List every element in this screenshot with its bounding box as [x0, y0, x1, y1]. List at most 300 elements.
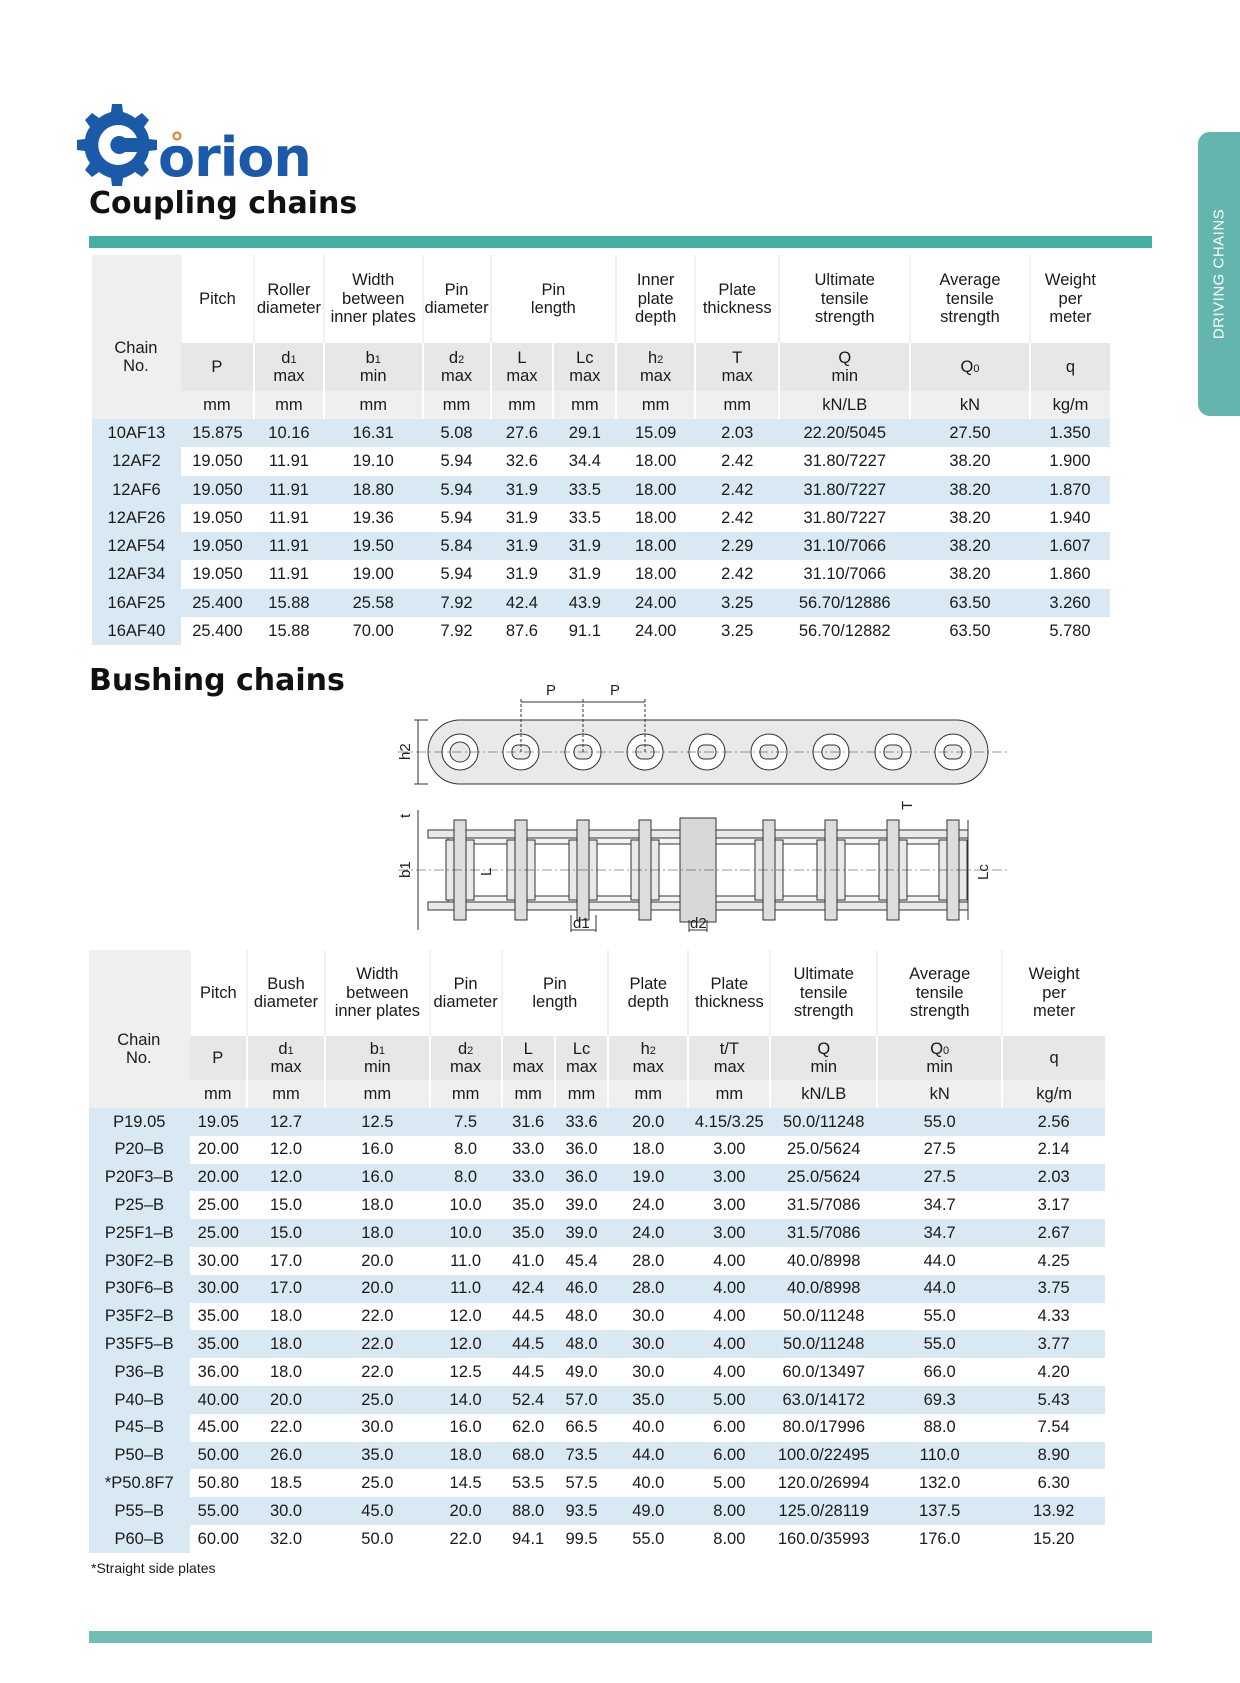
table-cell: 31.9 [553, 560, 616, 588]
table-row [89, 1358, 1105, 1386]
table-cell: 4.25 [1002, 1247, 1105, 1275]
Lc-label: Lc [975, 864, 992, 880]
unit-cell: mm [608, 1080, 688, 1108]
table-cell: 43.9 [553, 589, 616, 617]
chain-no-cell: P35F2–B [89, 1303, 190, 1331]
table-cell: 17.0 [247, 1275, 325, 1303]
table-cell: 12.5 [430, 1358, 502, 1386]
table-cell: 66.5 [555, 1414, 608, 1442]
table-cell: 35.00 [190, 1330, 247, 1358]
table-cell: 8.90 [1002, 1442, 1105, 1470]
table-cell: 27.5 [877, 1136, 1002, 1164]
table-cell: 18.0 [325, 1191, 430, 1219]
table-cell: 19.0 [608, 1164, 688, 1192]
table-cell: 55.0 [877, 1108, 1002, 1136]
symbol-cell: P [181, 343, 254, 391]
table-cell: 28.0 [608, 1275, 688, 1303]
symbol-cell: L max [491, 343, 554, 391]
table-cell: 22.0 [325, 1330, 430, 1358]
table-cell: 68.0 [502, 1442, 555, 1470]
table-row [89, 1497, 1105, 1525]
table-cell: 73.5 [555, 1442, 608, 1470]
table-cell: 15.88 [254, 617, 324, 645]
symbol-cell: d2 max [423, 343, 491, 391]
gear-logo-icon [77, 104, 157, 186]
unit-cell: mm [325, 1080, 430, 1108]
column-header: Ultimate tensile strength [770, 950, 877, 1036]
table-cell: 20.0 [430, 1497, 502, 1525]
table-cell: 5.08 [423, 419, 491, 447]
table-cell: 18.00 [616, 504, 695, 532]
table-cell: 31.5/7086 [770, 1219, 877, 1247]
table-row [92, 419, 1110, 447]
table-cell: 31.9 [491, 560, 554, 588]
table-cell: 4.00 [688, 1358, 770, 1386]
table-cell: 28.0 [608, 1247, 688, 1275]
chain-no-cell: 12AF34 [92, 560, 181, 588]
table-cell: 91.1 [553, 617, 616, 645]
symbol-row [92, 343, 1110, 391]
table-cell: 18.0 [247, 1330, 325, 1358]
table-cell: 18.0 [608, 1136, 688, 1164]
table-cell: 31.9 [491, 532, 554, 560]
table-cell: 2.42 [695, 476, 779, 504]
table-cell: 5.94 [423, 504, 491, 532]
chain-no-cell: 10AF13 [92, 419, 181, 447]
symbol-cell: b1 min [324, 343, 423, 391]
table-cell: 18.5 [247, 1469, 325, 1497]
table-cell: 3.00 [688, 1136, 770, 1164]
column-header: Pin diameter [423, 255, 491, 343]
table-cell: 10.0 [430, 1191, 502, 1219]
table-cell: 132.0 [877, 1469, 1002, 1497]
table-cell: 2.67 [1002, 1219, 1105, 1247]
column-header: Plate thickness [688, 950, 770, 1036]
top-divider [89, 236, 1152, 248]
table-cell: 25.58 [324, 589, 423, 617]
table-cell: 25.00 [190, 1191, 247, 1219]
table-cell: 12.7 [247, 1108, 325, 1136]
L-label: L [478, 867, 495, 876]
table-row [89, 1164, 1105, 1192]
table-cell: 12.5 [325, 1108, 430, 1136]
table-cell: 18.00 [616, 560, 695, 588]
table-cell: 7.54 [1002, 1414, 1105, 1442]
footnote: *Straight side plates [91, 1560, 216, 1576]
table-cell: 6.30 [1002, 1469, 1105, 1497]
table-cell: 137.5 [877, 1497, 1002, 1525]
table-cell: 55.0 [877, 1330, 1002, 1358]
table-cell: 99.5 [555, 1525, 608, 1553]
table-cell: 44.5 [502, 1358, 555, 1386]
unit-cell: mm [190, 1080, 247, 1108]
table-cell: 125.0/28119 [770, 1497, 877, 1525]
table-cell: 63.0/14172 [770, 1386, 877, 1414]
table-cell: 1.870 [1030, 476, 1110, 504]
table-cell: 11.91 [254, 504, 324, 532]
table-cell: 15.88 [254, 589, 324, 617]
table-cell: 15.875 [181, 419, 254, 447]
symbol-cell: Lc max [553, 343, 616, 391]
table-cell: 15.09 [616, 419, 695, 447]
pitch-label-2: P [610, 682, 621, 699]
table-cell: 20.00 [190, 1136, 247, 1164]
table-cell: 25.0/5624 [770, 1164, 877, 1192]
table-cell: 25.0 [325, 1386, 430, 1414]
table-cell: 35.00 [190, 1303, 247, 1331]
table-cell: 56.70/12886 [779, 589, 910, 617]
chain-no-cell: P45–B [89, 1414, 190, 1442]
table-cell: 50.0/11248 [770, 1108, 877, 1136]
table-cell: 30.0 [608, 1358, 688, 1386]
table-cell: 38.20 [910, 476, 1030, 504]
table-cell: 22.0 [247, 1414, 325, 1442]
table-cell: 55.0 [877, 1303, 1002, 1331]
table-cell: 19.050 [181, 532, 254, 560]
column-header: Average tensile strength [910, 255, 1030, 343]
chain-no-header: Chain No. [92, 255, 181, 419]
bushing-title: Bushing chains [89, 663, 345, 698]
symbol-cell: Q0 min [877, 1036, 1002, 1080]
table-cell: 24.0 [608, 1191, 688, 1219]
table-cell: 11.91 [254, 447, 324, 475]
unit-cell: mm [688, 1080, 770, 1108]
table-cell: 38.20 [910, 532, 1030, 560]
table-row [92, 447, 1110, 475]
table-cell: 24.00 [616, 617, 695, 645]
unit-cell: mm [247, 1080, 325, 1108]
table-row [89, 1219, 1105, 1247]
table-cell: 4.00 [688, 1330, 770, 1358]
table-cell: 42.4 [491, 589, 554, 617]
chain-no-cell: P20–B [89, 1136, 190, 1164]
unit-cell: mm [423, 391, 491, 419]
table-cell: 7.92 [423, 589, 491, 617]
chain-no-cell: *P50.8F7 [89, 1469, 190, 1497]
table-cell: 2.14 [1002, 1136, 1105, 1164]
chain-no-cell: P40–B [89, 1386, 190, 1414]
table-cell: 18.0 [430, 1442, 502, 1470]
table-cell: 3.00 [688, 1219, 770, 1247]
table-cell: 36.0 [555, 1136, 608, 1164]
unit-cell: mm [555, 1080, 608, 1108]
table-cell: 10.16 [254, 419, 324, 447]
unit-cell: mm [181, 391, 254, 419]
table-cell: 18.00 [616, 447, 695, 475]
table-cell: 22.20/5045 [779, 419, 910, 447]
symbol-cell: q [1002, 1036, 1105, 1080]
table-cell: 80.0/17996 [770, 1414, 877, 1442]
table-cell: 19.050 [181, 504, 254, 532]
table-cell: 18.00 [616, 532, 695, 560]
table-cell: 19.050 [181, 476, 254, 504]
bottom-divider [89, 1631, 1152, 1643]
table-cell: 45.00 [190, 1414, 247, 1442]
table-cell: 25.400 [181, 589, 254, 617]
chain-no-cell: P20F3–B [89, 1164, 190, 1192]
table-cell: 46.0 [555, 1275, 608, 1303]
chain-no-cell: 12AF54 [92, 532, 181, 560]
table-cell: 2.56 [1002, 1108, 1105, 1136]
table-cell: 31.10/7066 [779, 560, 910, 588]
table-cell: 2.03 [695, 419, 779, 447]
table-cell: 22.0 [325, 1303, 430, 1331]
table-cell: 2.42 [695, 504, 779, 532]
chain-no-cell: P60–B [89, 1525, 190, 1553]
table-cell: 3.75 [1002, 1275, 1105, 1303]
table-cell: 44.0 [877, 1247, 1002, 1275]
table-cell: 30.00 [190, 1247, 247, 1275]
b1-label: b1 [397, 861, 414, 878]
chain-no-cell: P19.05 [89, 1108, 190, 1136]
header-row [92, 255, 1110, 343]
table-cell: 31.9 [491, 476, 554, 504]
table-cell: 25.400 [181, 617, 254, 645]
column-header: Weight per meter [1002, 950, 1105, 1036]
table-cell: 19.050 [181, 447, 254, 475]
table-cell: 50.0 [325, 1525, 430, 1553]
unit-cell: mm [430, 1080, 502, 1108]
table-cell: 49.0 [555, 1358, 608, 1386]
table-cell: 4.20 [1002, 1358, 1105, 1386]
symbol-row [89, 1036, 1105, 1080]
unit-row [89, 1080, 1105, 1108]
chain-no-cell: 12AF6 [92, 476, 181, 504]
table-cell: 60.00 [190, 1525, 247, 1553]
table-cell: 13.92 [1002, 1497, 1105, 1525]
h2-label: h2 [397, 743, 414, 760]
table-cell: 39.0 [555, 1219, 608, 1247]
table-cell: 94.1 [502, 1525, 555, 1553]
table-cell: 35.0 [502, 1219, 555, 1247]
table-cell: 19.50 [324, 532, 423, 560]
table-cell: 33.5 [553, 504, 616, 532]
column-header: Pitch [190, 950, 247, 1036]
table-cell: 42.4 [502, 1275, 555, 1303]
table-cell: 69.3 [877, 1386, 1002, 1414]
table-cell: 5.94 [423, 447, 491, 475]
table-cell: 50.80 [190, 1469, 247, 1497]
table-cell: 50.0/11248 [770, 1303, 877, 1331]
table-cell: 36.0 [555, 1164, 608, 1192]
symbol-cell: b1 min [325, 1036, 430, 1080]
table-cell: 26.0 [247, 1442, 325, 1470]
side-tab[interactable] [1198, 132, 1240, 416]
unit-cell: mm [553, 391, 616, 419]
table-row [89, 1442, 1105, 1470]
table-cell: 33.0 [502, 1136, 555, 1164]
table-cell: 36.00 [190, 1358, 247, 1386]
table-cell: 31.10/7066 [779, 532, 910, 560]
unit-cell: mm [491, 391, 554, 419]
table-cell: 63.50 [910, 589, 1030, 617]
column-header: Roller diameter [254, 255, 324, 343]
table-cell: 16.0 [325, 1136, 430, 1164]
unit-cell: mm [616, 391, 695, 419]
coupling-title: Coupling chains [89, 186, 358, 221]
table-cell: 52.4 [502, 1386, 555, 1414]
table-cell: 3.25 [695, 589, 779, 617]
symbol-cell: Q min [770, 1036, 877, 1080]
side-tab-label: DRIVING CHAINS [1210, 208, 1228, 340]
table-cell: 2.42 [695, 560, 779, 588]
table-cell: 22.0 [325, 1358, 430, 1386]
table-cell: 5.94 [423, 476, 491, 504]
table-cell: 44.0 [608, 1442, 688, 1470]
table-cell: 33.0 [502, 1164, 555, 1192]
d2-label: d2 [690, 915, 707, 932]
table-cell: 19.050 [181, 560, 254, 588]
column-header: Bush diameter [247, 950, 325, 1036]
table-cell: 16.0 [430, 1414, 502, 1442]
table-cell: 33.6 [555, 1108, 608, 1136]
symbol-cell: Q min [779, 343, 910, 391]
unit-cell: kN/LB [770, 1080, 877, 1108]
table-cell: 6.00 [688, 1442, 770, 1470]
chain-no-cell: 16AF40 [92, 617, 181, 645]
table-cell: 110.0 [877, 1442, 1002, 1470]
table-cell: 19.00 [324, 560, 423, 588]
table-cell: 62.0 [502, 1414, 555, 1442]
table-cell: 34.7 [877, 1219, 1002, 1247]
table-cell: 15.0 [247, 1191, 325, 1219]
table-cell: 40.00 [190, 1386, 247, 1414]
table-cell: 16.31 [324, 419, 423, 447]
table-cell: 29.1 [553, 419, 616, 447]
table-cell: 63.50 [910, 617, 1030, 645]
unit-row [92, 391, 1110, 419]
table-cell: 120.0/26994 [770, 1469, 877, 1497]
symbol-cell: d1 max [254, 343, 324, 391]
column-header: Pin length [502, 950, 609, 1036]
table-cell: 40.0/8998 [770, 1247, 877, 1275]
table-cell: 3.260 [1030, 589, 1110, 617]
table-row [92, 560, 1110, 588]
table-cell: 18.0 [325, 1219, 430, 1247]
chain-no-cell: P50–B [89, 1442, 190, 1470]
unit-cell: mm [695, 391, 779, 419]
table-cell: 87.6 [491, 617, 554, 645]
unit-cell: kg/m [1002, 1080, 1105, 1108]
table-cell: 12.0 [247, 1164, 325, 1192]
unit-cell: mm [502, 1080, 555, 1108]
table-row [89, 1525, 1105, 1553]
table-cell: 24.00 [616, 589, 695, 617]
table-row [92, 532, 1110, 560]
brand-name: orion [158, 126, 311, 189]
table-cell: 7.92 [423, 617, 491, 645]
table-cell: 100.0/22495 [770, 1442, 877, 1470]
chain-no-cell: P35F5–B [89, 1330, 190, 1358]
table-cell: 8.00 [688, 1525, 770, 1553]
chain-no-cell: P30F6–B [89, 1275, 190, 1303]
column-header: Average tensile strength [877, 950, 1002, 1036]
table-cell: 4.00 [688, 1303, 770, 1331]
coupling-chains-table [92, 255, 1110, 645]
table-cell: 44.0 [877, 1275, 1002, 1303]
table-cell: 5.84 [423, 532, 491, 560]
table-cell: 14.0 [430, 1386, 502, 1414]
table-cell: 12.0 [430, 1330, 502, 1358]
column-header: Weight per meter [1030, 255, 1110, 343]
table-cell: 12.0 [430, 1303, 502, 1331]
table-row [89, 1191, 1105, 1219]
table-cell: 5.780 [1030, 617, 1110, 645]
column-header: Inner plate depth [616, 255, 695, 343]
table-cell: 2.42 [695, 447, 779, 475]
table-cell: 27.50 [910, 419, 1030, 447]
table-cell: 11.0 [430, 1275, 502, 1303]
table-cell: 30.0 [608, 1303, 688, 1331]
table-cell: 1.900 [1030, 447, 1110, 475]
table-cell: 39.0 [555, 1191, 608, 1219]
symbol-cell: Q0 [910, 343, 1030, 391]
table-cell: 44.5 [502, 1303, 555, 1331]
table-cell: 16.0 [325, 1164, 430, 1192]
column-header: Width between inner plates [324, 255, 423, 343]
table-row [89, 1247, 1105, 1275]
table-cell: 11.91 [254, 560, 324, 588]
table-cell: 19.36 [324, 504, 423, 532]
table-cell: 160.0/35993 [770, 1525, 877, 1553]
table-cell: 3.00 [688, 1164, 770, 1192]
table-cell: 33.5 [553, 476, 616, 504]
table-cell: 11.91 [254, 476, 324, 504]
chain-no-cell: P36–B [89, 1358, 190, 1386]
table-cell: 48.0 [555, 1330, 608, 1358]
symbol-cell: Lc max [555, 1036, 608, 1080]
table-cell: 27.5 [877, 1164, 1002, 1192]
table-cell: 88.0 [502, 1497, 555, 1525]
table-cell: 57.5 [555, 1469, 608, 1497]
table-cell: 2.03 [1002, 1164, 1105, 1192]
table-cell: 32.6 [491, 447, 554, 475]
table-cell: 49.0 [608, 1497, 688, 1525]
table-cell: 38.20 [910, 560, 1030, 588]
table-cell: 8.00 [688, 1497, 770, 1525]
table-cell: 1.860 [1030, 560, 1110, 588]
table-cell: 53.5 [502, 1469, 555, 1497]
unit-cell: kg/m [1030, 391, 1110, 419]
table-cell: 35.0 [608, 1386, 688, 1414]
table-cell: 30.0 [325, 1414, 430, 1442]
T-label: T [899, 800, 916, 810]
table-cell: 20.00 [190, 1164, 247, 1192]
symbol-cell: h2 max [608, 1036, 688, 1080]
table-cell: 31.6 [502, 1108, 555, 1136]
symbol-cell: L max [502, 1036, 555, 1080]
table-row [89, 1275, 1105, 1303]
unit-cell: mm [324, 391, 423, 419]
table-cell: 70.00 [324, 617, 423, 645]
table-cell: 18.00 [616, 476, 695, 504]
table-cell: 93.5 [555, 1497, 608, 1525]
table-cell: 38.20 [910, 447, 1030, 475]
table-cell: 31.5/7086 [770, 1191, 877, 1219]
table-cell: 1.350 [1030, 419, 1110, 447]
table-cell: 4.15/3.25 [688, 1108, 770, 1136]
symbol-cell: T max [695, 343, 779, 391]
table-cell: 4.00 [688, 1247, 770, 1275]
table-cell: 5.00 [688, 1469, 770, 1497]
table-cell: 18.80 [324, 476, 423, 504]
table-cell: 40.0/8998 [770, 1275, 877, 1303]
table-cell: 1.607 [1030, 532, 1110, 560]
table-row [92, 476, 1110, 504]
d1-label: d1 [573, 915, 590, 932]
table-cell: 11.91 [254, 532, 324, 560]
symbol-cell: h2 max [616, 343, 695, 391]
